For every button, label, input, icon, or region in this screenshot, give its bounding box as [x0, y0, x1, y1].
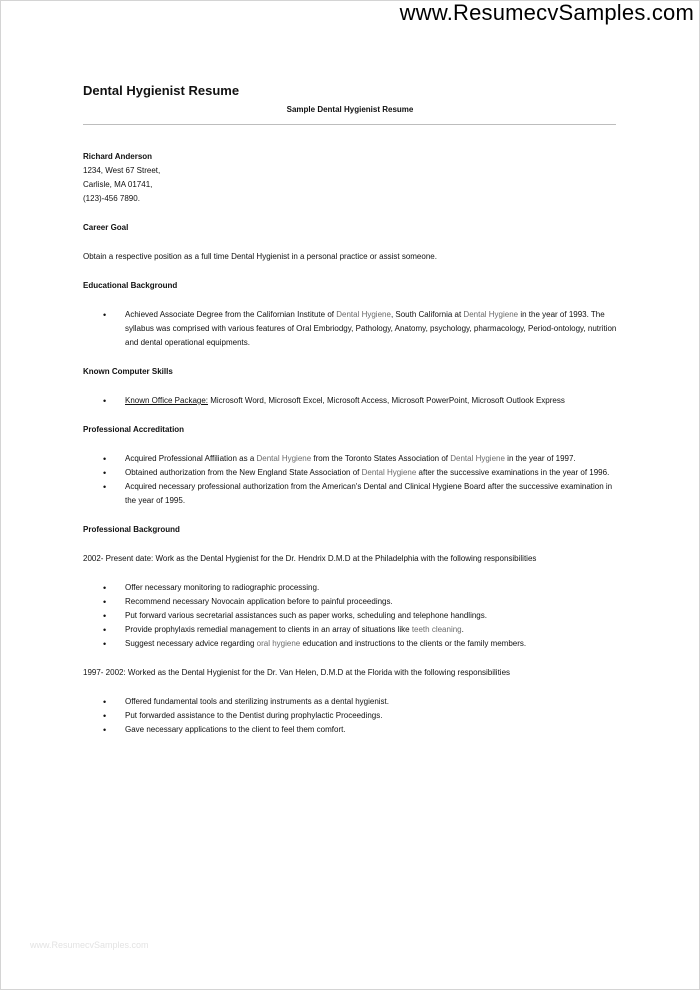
list-item	[83, 452, 623, 466]
divider-line	[83, 124, 616, 125]
bullet-icon: •	[103, 639, 107, 649]
contact-name: Richard Anderson	[83, 152, 153, 161]
text-fragment: Achieved Associate Degree from the Californian Institute of	[125, 310, 337, 319]
list-item	[83, 695, 623, 709]
text-fragment: Put forwarded assistance to the Dentist during prophylactic Proceedings.	[125, 711, 383, 720]
list-item	[83, 394, 623, 408]
text-fragment: Acquired Professional Affiliation as a	[125, 454, 257, 463]
job-1-responsibilities	[83, 581, 623, 651]
teeth-cleaning-link[interactable]: teeth cleaning	[411, 625, 462, 634]
document-subtitle: Sample Dental Hygienist Resume	[286, 105, 414, 114]
section-heading-computer-skills: Known Computer Skills	[83, 367, 173, 376]
text-fragment: Offer necessary monitoring to radiographic processing.	[125, 583, 320, 592]
contact-address-line-1: 1234, West 67 Street,	[83, 166, 161, 175]
bullet-icon: •	[103, 454, 107, 464]
job-1-intro: 2002- Present date: Work as the Dental Hygienist for the Dr. Hendrix D.M.D at the Philadelphia with the following responsibilities	[83, 554, 537, 563]
dental-hygiene-link[interactable]: Dental Hygiene	[463, 310, 519, 319]
document-title: Dental Hygienist Resume	[83, 83, 240, 98]
list-item	[83, 466, 623, 480]
list-item	[83, 723, 623, 737]
list-item	[83, 623, 623, 637]
computer-skills-list	[83, 394, 623, 408]
list-item	[83, 709, 623, 723]
dental-hygiene-link[interactable]: Dental Hygiene	[256, 454, 312, 463]
text-fragment: Acquired necessary professional authorization from the American's Dental and Clinical Hygiene Board after the successive examination in the year of 1995.	[125, 482, 613, 505]
list-item	[83, 637, 623, 651]
job-2-responsibilities	[83, 695, 623, 737]
education-list	[83, 308, 623, 350]
dental-hygiene-link[interactable]: Dental Hygiene	[450, 454, 505, 463]
bullet-icon: •	[103, 725, 107, 735]
section-heading-professional-background: Professional Background	[83, 525, 180, 534]
section-heading-accreditation: Professional Accreditation	[83, 425, 185, 434]
text-fragment: Recommend necessary Novocain application before to painful proceedings.	[125, 597, 393, 606]
resume-body	[83, 150, 623, 737]
bullet-icon: •	[103, 711, 107, 721]
contact-address-line-2: Carlisle, MA 01741,	[83, 180, 153, 189]
bullet-icon: •	[103, 611, 107, 621]
oral-hygiene-link[interactable]: oral hygiene	[256, 639, 301, 648]
bullet-icon: •	[103, 310, 107, 320]
text-fragment: Put forward various secretarial assistances such as paper works, scheduling and telephone handlings.	[125, 611, 487, 620]
office-package-text: Microsoft Word, Microsoft Excel, Microsoft Access, Microsoft PowerPoint, Microsoft Outlook Express	[208, 396, 565, 405]
career-goal-text: Obtain a respective position as a full time Dental Hygienist in a personal practice or assist someone.	[83, 252, 437, 261]
section-heading-career-goal: Career Goal	[83, 223, 129, 232]
text-fragment: .	[461, 625, 464, 634]
dental-hygiene-link[interactable]: Dental Hygiene	[336, 310, 391, 319]
text-fragment: from the Toronto States Association of	[311, 454, 451, 463]
contact-phone: (123)-456 7890.	[83, 194, 140, 203]
text-fragment: Provide prophylaxis remedial management to clients in an array of situations like	[125, 625, 412, 634]
watermark: www.ResumecvSamples.com	[30, 940, 149, 950]
text-fragment: Suggest necessary advice regarding	[125, 639, 257, 648]
site-url[interactable]: www.ResumecvSamples.com	[399, 0, 694, 25]
bullet-icon: •	[103, 597, 107, 607]
accreditation-list	[83, 452, 623, 508]
text-fragment: after the successive examinations in the year of 1996.	[416, 468, 610, 477]
text-fragment: education and instructions to the clients or the family members.	[300, 639, 527, 648]
section-heading-education: Educational Background	[83, 281, 178, 290]
dental-hygiene-link[interactable]: Dental Hygiene	[361, 468, 417, 477]
bullet-icon: •	[103, 482, 107, 492]
office-package-label: Known Office Package:	[125, 396, 209, 405]
bullet-icon: •	[103, 697, 107, 707]
text-fragment: in the year of 1993. The syllabus was comprised with various features of Oral Embriodgy, Pathology, Anatomy, psychology, pharmacology, Period-ontology, nutrition and dental operational equipments.	[125, 310, 617, 347]
list-item	[83, 480, 623, 508]
text-fragment: in the year of 1997.	[504, 454, 576, 463]
text-fragment: Gave necessary applications to the client to feel them comfort.	[125, 725, 346, 734]
list-item	[83, 609, 623, 623]
list-item	[83, 581, 623, 595]
text-fragment: Offered fundamental tools and sterilizing instruments as a dental hygienist.	[125, 697, 389, 706]
bullet-icon: •	[103, 583, 107, 593]
job-2-intro: 1997- 2002: Worked as the Dental Hygienist for the Dr. Van Helen, D.M.D at the Florida with the following responsibilities	[83, 668, 511, 677]
bullet-icon: •	[103, 468, 107, 478]
bullet-icon: •	[103, 625, 107, 635]
text-fragment: Obtained authorization from the New England State Association of	[125, 468, 362, 477]
bullet-icon: •	[103, 396, 107, 406]
list-item	[83, 595, 623, 609]
text-fragment: , South California at	[390, 310, 464, 319]
list-item	[83, 308, 623, 350]
